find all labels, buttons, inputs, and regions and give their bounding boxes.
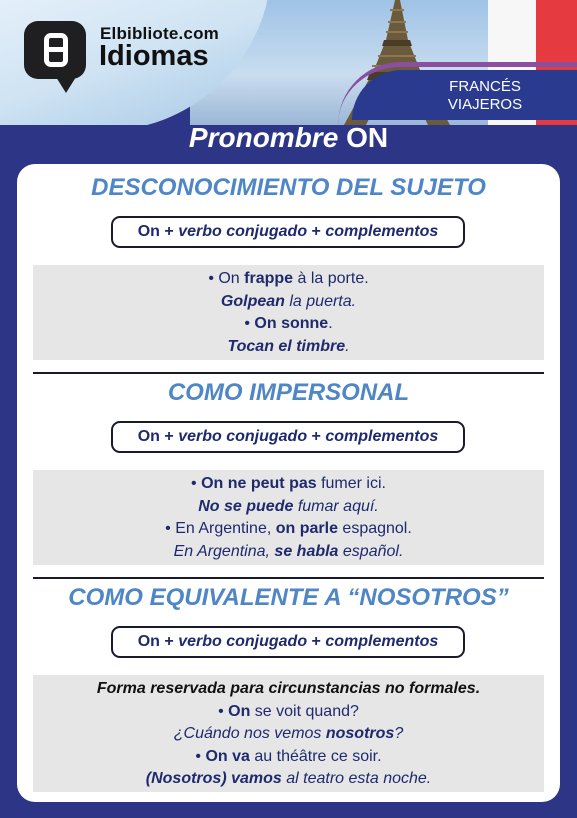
example-segment: . bbox=[345, 337, 350, 355]
example-segment: la puerta. bbox=[284, 292, 357, 310]
page-title-bold: ON bbox=[346, 122, 389, 153]
example-box-3 bbox=[33, 675, 544, 792]
example-segment: nosotros bbox=[325, 725, 395, 742]
logo-icon bbox=[24, 21, 86, 79]
example-line bbox=[33, 701, 544, 724]
example-segment: • bbox=[218, 702, 229, 720]
formula-on: On + bbox=[137, 223, 174, 240]
example-line bbox=[33, 768, 544, 791]
logo-site: Elbibliote.com bbox=[100, 24, 219, 43]
formula-complement: complementos bbox=[325, 223, 439, 240]
example-line bbox=[33, 291, 544, 314]
example-segment: On ne peut pas bbox=[201, 475, 317, 492]
example-line bbox=[33, 518, 544, 541]
section-heading-1: DESCONOCIMIENTO DEL SUJETO bbox=[91, 174, 486, 201]
header bbox=[0, 0, 577, 125]
formula-verb: verbo conjugado bbox=[178, 223, 308, 240]
course-level: VIAJEROS bbox=[447, 96, 523, 113]
example-line bbox=[33, 313, 544, 336]
page-title-italic: Pronombre bbox=[188, 122, 339, 153]
example-segment: español. bbox=[338, 542, 404, 560]
formula-complement: complementos bbox=[325, 633, 439, 650]
example-segment: Forma reservada para circunstancias no formales. bbox=[96, 680, 481, 697]
formula-plus: + bbox=[311, 428, 321, 445]
example-segment: . bbox=[328, 315, 333, 332]
example-segment: • bbox=[244, 315, 255, 332]
logo-name: Idiomas bbox=[99, 40, 209, 72]
example-line bbox=[33, 541, 544, 564]
example-segment: se habla bbox=[274, 542, 339, 560]
example-segment: fumer ici. bbox=[316, 475, 386, 492]
example-line bbox=[33, 268, 544, 291]
example-segment: fumar aquí. bbox=[293, 497, 379, 515]
formula-complement: complementos bbox=[325, 428, 439, 445]
example-segment: ? bbox=[394, 725, 404, 742]
example-segment: (Nosotros) vamos bbox=[145, 770, 282, 787]
formula-on: On + bbox=[137, 428, 174, 445]
example-segment: Golpean bbox=[220, 292, 285, 310]
course-language: FRANCÉS bbox=[449, 78, 521, 95]
formula-verb: verbo conjugado bbox=[178, 428, 308, 445]
example-segment: frappe bbox=[244, 270, 294, 287]
example-box-1 bbox=[33, 265, 544, 360]
formula-box-1 bbox=[111, 216, 465, 248]
example-line bbox=[33, 336, 544, 359]
formula-box-2 bbox=[111, 421, 465, 453]
example-segment: • bbox=[195, 747, 206, 765]
example-line bbox=[33, 473, 544, 496]
example-segment: ¿Cuándo nos vemos bbox=[173, 725, 326, 742]
formula-verb: verbo conjugado bbox=[178, 633, 308, 650]
example-box-2 bbox=[33, 470, 544, 565]
example-segment: on parle bbox=[275, 520, 338, 537]
example-segment: au théâtre ce soir. bbox=[249, 747, 382, 765]
example-segment: En Argentina, bbox=[173, 542, 275, 560]
section-heading-3: COMO EQUIVALENTE A “NOSOTROS” bbox=[68, 584, 509, 611]
example-line bbox=[33, 496, 544, 519]
example-segment: espagnol. bbox=[337, 520, 412, 537]
example-segment: On sonne bbox=[254, 315, 329, 332]
formula-plus: + bbox=[311, 633, 321, 650]
example-segment: On va bbox=[205, 747, 250, 765]
divider-1 bbox=[33, 372, 544, 374]
example-segment: se voit quand? bbox=[250, 702, 359, 720]
formula-box-3 bbox=[111, 626, 465, 658]
example-line bbox=[33, 723, 544, 746]
example-segment: No se puede bbox=[198, 497, 294, 515]
formula-on: On + bbox=[137, 633, 174, 650]
example-segment: On bbox=[228, 702, 251, 720]
example-segment: à la porte. bbox=[293, 270, 369, 287]
divider-2 bbox=[33, 577, 544, 579]
example-line bbox=[33, 678, 544, 701]
example-segment: Tocan el timbre bbox=[227, 337, 346, 355]
example-segment: • On bbox=[208, 270, 245, 287]
page-title bbox=[0, 122, 577, 154]
example-segment: • bbox=[191, 475, 202, 492]
example-line bbox=[33, 746, 544, 769]
formula-plus: + bbox=[311, 223, 321, 240]
content-card bbox=[17, 164, 560, 802]
example-segment: • En Argentine, bbox=[165, 520, 276, 537]
section-heading-2: COMO IMPERSONAL bbox=[167, 379, 410, 406]
example-segment: al teatro esta noche. bbox=[281, 770, 432, 787]
